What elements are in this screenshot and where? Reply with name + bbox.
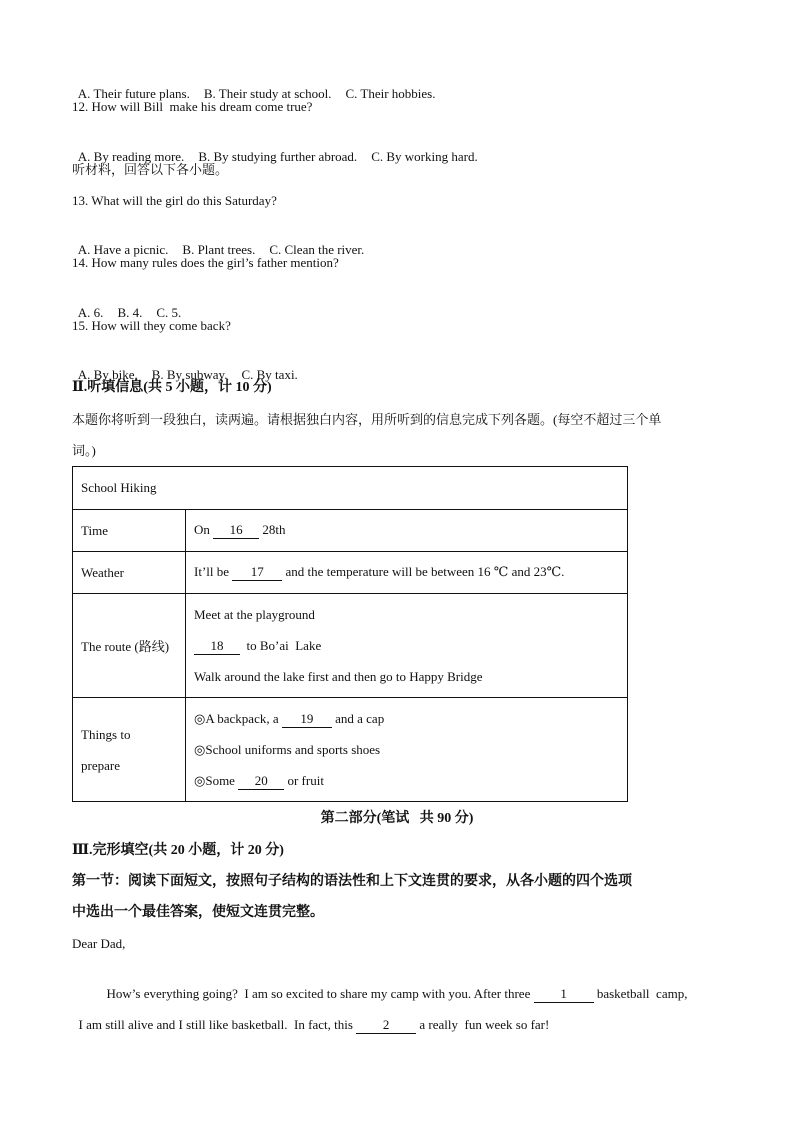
q11-option-c: C. Their hobbies.: [345, 86, 436, 101]
part2-title: 第二部分(笔试 共 90 分): [320, 811, 474, 826]
q15-option-a: A. By bike.: [77, 367, 138, 382]
blank-16[interactable]: 16: [213, 522, 259, 539]
time-cell: [186, 510, 628, 552]
q12-option-b: B. By studying further abroad.: [198, 149, 358, 164]
blank-17[interactable]: 17: [232, 564, 282, 581]
route-line-2-text: to Bo’ai Lake: [246, 638, 322, 653]
route-line-1: Meet at the playground: [194, 607, 315, 622]
q14-stem: 14. How many rules does the girl’s father mention?: [72, 255, 339, 270]
q14-option-a: A. 6.: [77, 305, 104, 320]
things-1-pre: ◎A backpack, a: [194, 711, 279, 726]
things-3-pre: ◎Some: [194, 773, 235, 788]
route-line-2: [194, 630, 619, 661]
section3-title: Ⅲ.完形填空(共 20 小题，计 20 分): [72, 843, 284, 858]
weather-pre: It’ll be: [194, 564, 230, 579]
q15-option-c: C. By taxi.: [241, 367, 298, 382]
things-line-1: [194, 703, 619, 734]
section2-title: Ⅱ.听填信息(共 5 小题，计 10 分): [72, 380, 272, 395]
weather-label: Weather: [73, 552, 186, 594]
blank-19[interactable]: 19: [282, 711, 332, 728]
time-pre: On: [194, 522, 210, 537]
q12-option-a: A. By reading more.: [77, 149, 185, 164]
things-label: [73, 698, 186, 802]
things-1-post: and a cap: [335, 711, 385, 726]
things-3-post: or fruit: [287, 773, 324, 788]
letter-line-2-end: a really fun week so far!: [419, 1017, 550, 1032]
route-label: The route (路线): [73, 594, 186, 698]
sub-instruction-1: 第一节：阅读下面短文，按照句子结构的语法性和上下文连贯的要求，从各小题的四个选项: [72, 874, 632, 889]
cloze-blank-1[interactable]: 1: [534, 986, 594, 1003]
things-cell: [186, 698, 628, 802]
route-line-3: Walk around the lake first and then go to Happy Bridge: [194, 669, 483, 684]
letter-line-1-end: basketball camp,: [596, 986, 688, 1001]
section2-instruction-2: 词。): [72, 443, 96, 458]
sub-instruction-2: 中选出一个最佳答案，使短文连贯完整。: [72, 905, 324, 920]
time-post: 28th: [262, 522, 286, 537]
cloze-blank-2[interactable]: 2: [356, 1017, 416, 1034]
q13-option-c: C. Clean the river.: [269, 242, 365, 257]
q13-option-b: B. Plant trees.: [182, 242, 256, 257]
letter-line-2-text: I am still alive and I still like basketball. In fact, this: [78, 1017, 353, 1032]
things-line-3: [194, 765, 619, 796]
things-line-2: ◎School uniforms and sports shoes: [194, 742, 381, 757]
q12-stem: 12. How will Bill make his dream come true?: [72, 99, 313, 114]
letter-line-2: [72, 998, 549, 1034]
section2-instruction-1: 本题你将听到一段独白，读两遍。请根据独白内容，用所听到的信息完成下列各题。(每空不超过三个单: [72, 412, 662, 427]
letter-greeting: Dear Dad,: [72, 936, 126, 951]
q11-option-a: A. Their future plans.: [77, 86, 190, 101]
table-title: School Hiking: [73, 467, 628, 510]
school-hiking-table: [72, 466, 628, 802]
q14-option-c: C. 5.: [156, 305, 182, 320]
time-label: Time: [73, 510, 186, 552]
blank-20[interactable]: 20: [238, 773, 284, 790]
route-cell: [186, 594, 628, 698]
q15-option-b: B. By subway.: [151, 367, 228, 382]
letter-line-1-text: How’s everything going? I am so excited to share my camp with you. After three: [106, 986, 531, 1001]
q11-option-b: B. Their study at school.: [203, 86, 332, 101]
q13-stem: 13. What will the girl do this Saturday?: [72, 193, 277, 208]
weather-post: and the temperature will be between 16 ℃ and 23℃.: [285, 564, 565, 579]
q13-option-a: A. Have a picnic.: [77, 242, 169, 257]
q12-option-c: C. By working hard.: [371, 149, 478, 164]
q14-option-b: B. 4.: [117, 305, 143, 320]
things-label-1: Things to: [81, 726, 131, 742]
q15-stem: 15. How will they come back?: [72, 318, 231, 333]
listen-prompt: 听材料，回答以下各小题。: [72, 162, 229, 177]
weather-cell: [186, 552, 628, 594]
blank-18[interactable]: 18: [194, 638, 240, 655]
things-label-2: prepare: [81, 757, 120, 773]
